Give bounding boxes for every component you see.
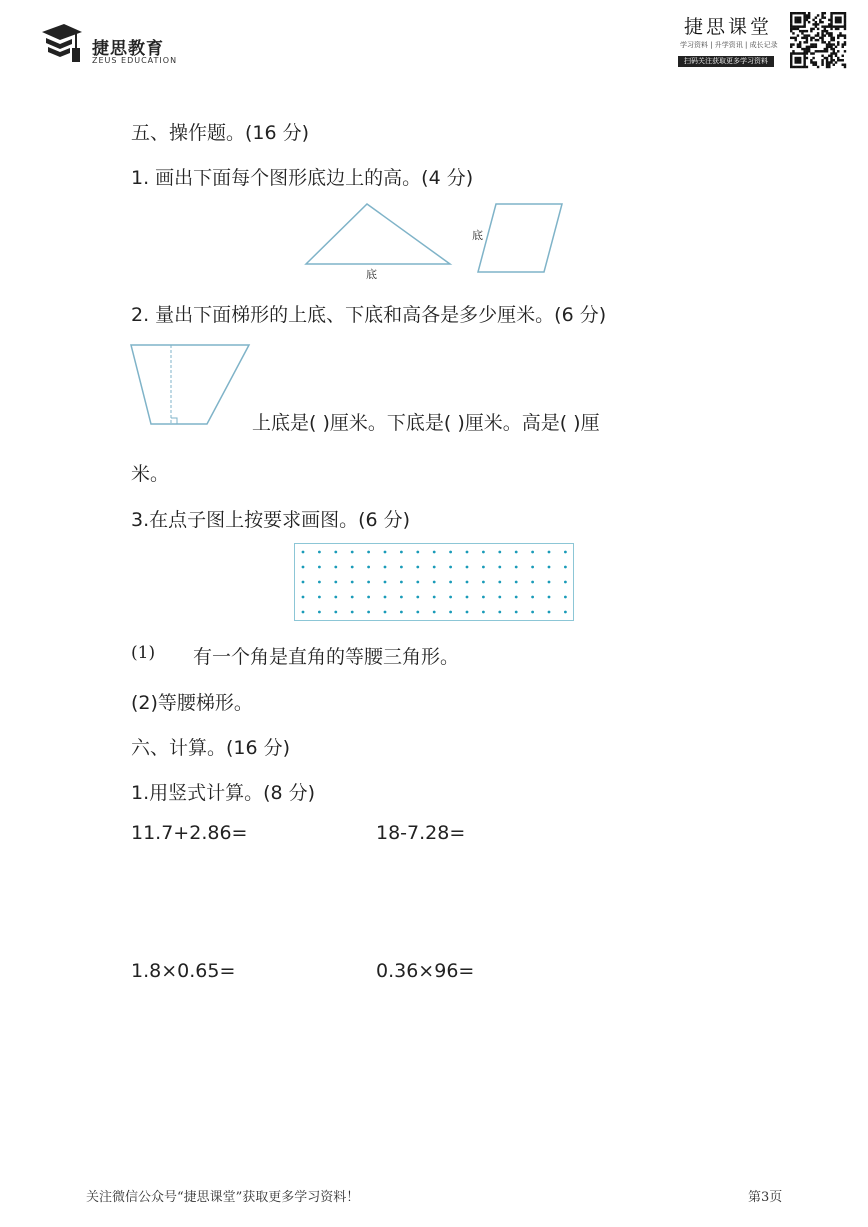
grid-dot [400, 596, 403, 599]
grid-dot [318, 596, 321, 599]
footer-note: 关注微信公众号“捷思课堂”获取更多学习资料！ [86, 1190, 360, 1205]
grid-dot [433, 611, 436, 614]
grid-dot [548, 566, 551, 569]
grid-dot [367, 596, 370, 599]
grid-dot [482, 611, 485, 614]
logo-subtitle: ZEUS EDUCATION [92, 56, 178, 65]
grid-dot [351, 596, 354, 599]
grid-dot [548, 596, 551, 599]
section5-q1: 1. 画出下面每个图形底边上的高。(4 分) [131, 167, 474, 189]
grid-dot [515, 551, 518, 554]
grid-dot [531, 551, 534, 554]
grid-dot [466, 551, 469, 554]
grid-dot [482, 596, 485, 599]
section5-q3-item2: (2)等腰梯形。 [131, 692, 253, 714]
grid-dot [564, 566, 567, 569]
grid-dot [498, 596, 501, 599]
page-number: 第3页 [748, 1190, 783, 1205]
trapezoid-figure [128, 342, 254, 428]
grid-dot [334, 551, 337, 554]
grid-dot [531, 566, 534, 569]
parallelogram-figure [476, 200, 566, 276]
grid-dot [351, 551, 354, 554]
grid-dot [466, 581, 469, 584]
calc-1: 11.7+2.86= [131, 822, 248, 844]
grid-dot [564, 551, 567, 554]
brand-title: 捷思课堂 [684, 16, 773, 38]
grid-dot [384, 581, 387, 584]
grid-dot [548, 611, 551, 614]
triangle-base-label: 底 [366, 268, 377, 281]
section5-q3-item1-num: (1) [131, 643, 156, 663]
grid-dot [400, 551, 403, 554]
section5-q2-answer-cont: 米。 [131, 463, 170, 485]
grid-dot [449, 596, 452, 599]
grid-dot [416, 551, 419, 554]
grid-dot [400, 581, 403, 584]
grid-dot [416, 596, 419, 599]
grid-dot [302, 596, 305, 599]
grid-dot [433, 551, 436, 554]
grid-dot [351, 611, 354, 614]
section6-title: 六、计算。(16 分) [131, 737, 291, 759]
grid-dot [449, 566, 452, 569]
section5-q3-item1: 有一个角是直角的等腰三角形。 [193, 646, 460, 668]
triangle-figure [300, 198, 460, 284]
grid-dot [334, 581, 337, 584]
grid-dot [433, 566, 436, 569]
grid-dot [367, 611, 370, 614]
grid-dot [416, 611, 419, 614]
grid-dot [515, 566, 518, 569]
grid-dot [548, 551, 551, 554]
brand-tags: 学习资料 | 升学资讯 | 成长记录 [680, 41, 778, 49]
grid-dot [531, 611, 534, 614]
grid-dot [318, 566, 321, 569]
zeus-logo-icon [42, 22, 82, 66]
grid-dot [482, 581, 485, 584]
grid-dot [564, 611, 567, 614]
grid-dot [367, 566, 370, 569]
brand-bar: 扫码关注获取更多学习资料 [678, 56, 774, 67]
dot-grid[interactable] [294, 543, 574, 621]
grid-dot [449, 611, 452, 614]
grid-dot [302, 566, 305, 569]
grid-dot [334, 611, 337, 614]
calc-2: 18-7.28= [376, 822, 466, 844]
grid-dot [433, 596, 436, 599]
qr-code-icon[interactable] [790, 12, 846, 68]
grid-dot [498, 611, 501, 614]
section5-q2-answer: 上底是( )厘米。下底是( )厘米。高是( )厘 [252, 412, 600, 434]
section5-title: 五、操作题。(16 分) [131, 122, 310, 144]
grid-dot [433, 581, 436, 584]
grid-dot [416, 566, 419, 569]
calc-4: 0.36×96= [376, 960, 475, 982]
grid-dot [515, 596, 518, 599]
grid-dot [515, 611, 518, 614]
parallelogram-base-label: 底 [472, 229, 483, 242]
calc-3: 1.8×0.65= [131, 960, 236, 982]
logo-text: 捷思教育 [92, 39, 164, 59]
grid-dot [498, 581, 501, 584]
grid-dot [466, 566, 469, 569]
grid-dot [498, 566, 501, 569]
grid-dot [302, 581, 305, 584]
grid-dot [531, 596, 534, 599]
grid-dot [351, 581, 354, 584]
grid-dot [449, 581, 452, 584]
grid-dot [384, 551, 387, 554]
grid-dot [482, 566, 485, 569]
grid-dot [400, 611, 403, 614]
grid-dot [416, 581, 419, 584]
grid-dot [318, 551, 321, 554]
grid-dot [384, 611, 387, 614]
grid-dot [400, 566, 403, 569]
grid-dot [334, 566, 337, 569]
grid-dot [302, 551, 305, 554]
section5-q3: 3.在点子图上按要求画图。(6 分) [131, 509, 411, 531]
grid-dot [351, 566, 354, 569]
section6-q1: 1.用竖式计算。(8 分) [131, 782, 316, 804]
grid-dot [334, 596, 337, 599]
grid-dot [384, 596, 387, 599]
grid-dot [466, 611, 469, 614]
grid-dot [449, 551, 452, 554]
grid-dot [515, 581, 518, 584]
section5-q2: 2. 量出下面梯形的上底、下底和高各是多少厘米。(6 分) [131, 304, 607, 326]
grid-dot [466, 596, 469, 599]
grid-dot [318, 611, 321, 614]
grid-dot [548, 581, 551, 584]
grid-dot [482, 551, 485, 554]
grid-dot [367, 551, 370, 554]
grid-dot [384, 566, 387, 569]
grid-dot [498, 551, 501, 554]
grid-dot [318, 581, 321, 584]
grid-dot [531, 581, 534, 584]
grid-dot [367, 581, 370, 584]
grid-dot [302, 611, 305, 614]
grid-dot [564, 581, 567, 584]
grid-dot [564, 596, 567, 599]
